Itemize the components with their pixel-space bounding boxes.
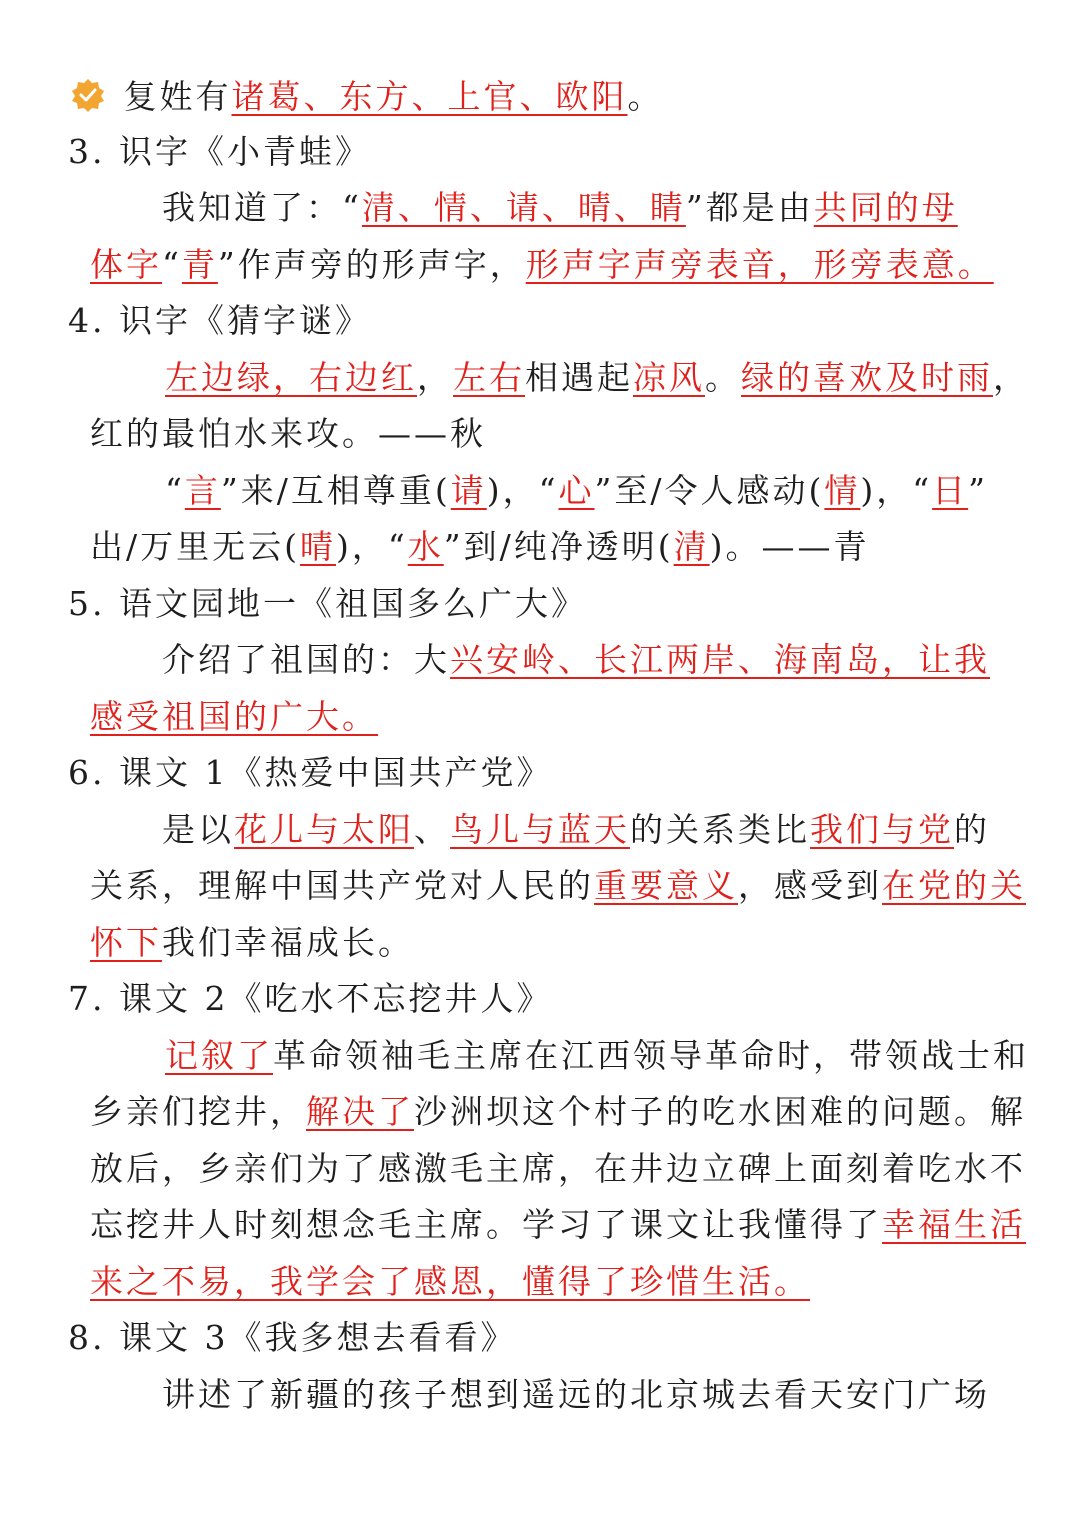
text-segment: ”都是由 [685,188,814,227]
highlighted-text: 清 [673,527,710,566]
line-3b [90,243,994,287]
text-segment: “ [162,245,182,284]
text-segment: ”作声旁的形声字， [217,245,526,284]
text-segment: ”来/互相尊重( [220,471,451,510]
highlighted-text: 水 [407,527,444,566]
highlighted-text: 怀下 [90,923,162,962]
text-segment: )，“ [486,471,559,510]
highlighted-text: 诸葛、东方、上官、欧阳 [231,77,628,116]
highlighted-text: 青 [181,245,218,284]
text-segment: 沙洲坝这个村子的吃水困难的问题。解 [414,1092,1026,1131]
line-7d [90,1203,1026,1247]
highlighted-text: 来之不易，我学会了感恩，懂得了珍惜生活。 [90,1262,810,1301]
highlighted-text: 左右 [453,358,525,397]
heading-4 [68,299,371,343]
text-segment: ”到/纯净透明( [443,527,674,566]
text-segment: 7. 课文 2《吃水不忘挖井人》 [68,979,553,1018]
text-segment: ”至/令人感动( [594,471,825,510]
line-6c [90,921,414,965]
highlighted-text: 鸟儿与蓝天 [450,810,630,849]
text-segment: 出/万里无云( [90,527,300,566]
text-segment: ，感受到 [738,866,882,905]
highlighted-text: 体字 [90,245,162,284]
text-segment: 复姓有 [123,77,232,116]
highlighted-text: 花儿与太阳 [234,810,414,849]
heading-6 [68,751,552,795]
line-4a [165,356,1029,400]
highlighted-text: 言 [184,471,221,510]
text-segment: 革命领袖毛主席在江西领导革命时，带领战士和 [273,1036,1029,1075]
line-3a [162,186,958,230]
line-4b [90,412,486,456]
highlighted-text: 心 [558,471,595,510]
highlighted-text: 清、情、请、晴、睛 [361,188,686,227]
text-segment: 6. 课文 1《热爱中国共产党》 [68,753,553,792]
highlighted-text: 记叙了 [165,1036,273,1075]
text-segment: )，“ [860,471,933,510]
heading-7 [68,977,552,1021]
highlighted-text: 解决了 [306,1092,414,1131]
line-4c [165,469,988,513]
text-segment: 我知道了：“ [162,188,362,227]
line-7c [90,1147,1026,1191]
highlighted-text: 形声字声旁表音，形旁表意。 [525,245,994,284]
highlighted-text: 重要意义 [594,866,738,905]
text-segment: 、 [414,810,450,849]
line-8a [162,1373,990,1417]
line-compound-surnames [70,72,664,116]
text-segment: 乡亲们挖井， [90,1092,306,1131]
highlighted-text: 绿的喜欢及时雨 [741,358,993,397]
text-segment: 8. 课文 3《我多想去看看》 [68,1318,517,1357]
highlighted-text: 凉风 [633,358,705,397]
text-segment: )，“ [336,527,408,566]
text-segment: ” [968,471,988,510]
text-segment: ， [417,358,453,397]
text-segment: 相遇起 [525,358,633,397]
highlighted-text: 幸福生活 [882,1205,1026,1244]
text-segment: 介绍了祖国的：大 [162,640,450,679]
text-segment: ， [993,358,1029,397]
line-4d [90,525,870,569]
line-5a [162,638,990,682]
heading-5 [68,582,587,626]
text-segment: 4. 识字《猜字谜》 [68,301,371,340]
highlighted-text: 左边绿，右边红 [165,358,417,397]
text-segment: 。 [627,77,664,116]
text-segment: 的关系类比 [630,810,810,849]
heading-3 [68,130,371,174]
text-segment: 我们幸福成长。 [162,923,414,962]
text-segment: 的 [954,810,990,849]
highlighted-text: 共同的母 [813,188,958,227]
text-segment: 关系，理解中国共产党对人民的 [90,866,594,905]
text-segment: 3. 识字《小青蛙》 [68,132,371,171]
text-segment: 红的最怕水来攻。——秋 [90,414,486,453]
text-segment: 放后，乡亲们为了感激毛主席，在井边立碑上面刻着吃水不 [90,1149,1026,1188]
line-6a [162,808,990,852]
highlighted-text: 感受祖国的广大。 [90,697,378,736]
highlighted-text: 晴 [300,527,336,566]
heading-8 [68,1316,516,1360]
text-segment: 是以 [162,810,234,849]
line-7e [90,1260,810,1304]
highlighted-text: 日 [932,471,969,510]
text-segment: “ [165,471,185,510]
highlighted-text: 在党的关 [882,866,1026,905]
line-7b [90,1090,1026,1134]
text-segment: )。——青 [709,527,870,566]
text-segment: 5. 语文园地一《祖国多么广大》 [68,584,587,623]
line-5b [90,695,378,739]
text-segment: 。 [705,358,741,397]
text-segment: 讲述了新疆的孩子想到遥远的北京城去看天安门广场 [162,1375,990,1414]
line-7a [165,1034,1029,1078]
text-segment: 忘挖井人时刻想念毛主席。学习了课文让我懂得了 [90,1205,882,1244]
orange-check-badge-icon [70,77,106,113]
line-6b [90,864,1026,908]
highlighted-text: 我们与党 [810,810,954,849]
highlighted-text: 情 [824,471,861,510]
highlighted-text: 兴安岭、长江两岸、海南岛，让我 [450,640,990,679]
highlighted-text: 请 [450,471,487,510]
